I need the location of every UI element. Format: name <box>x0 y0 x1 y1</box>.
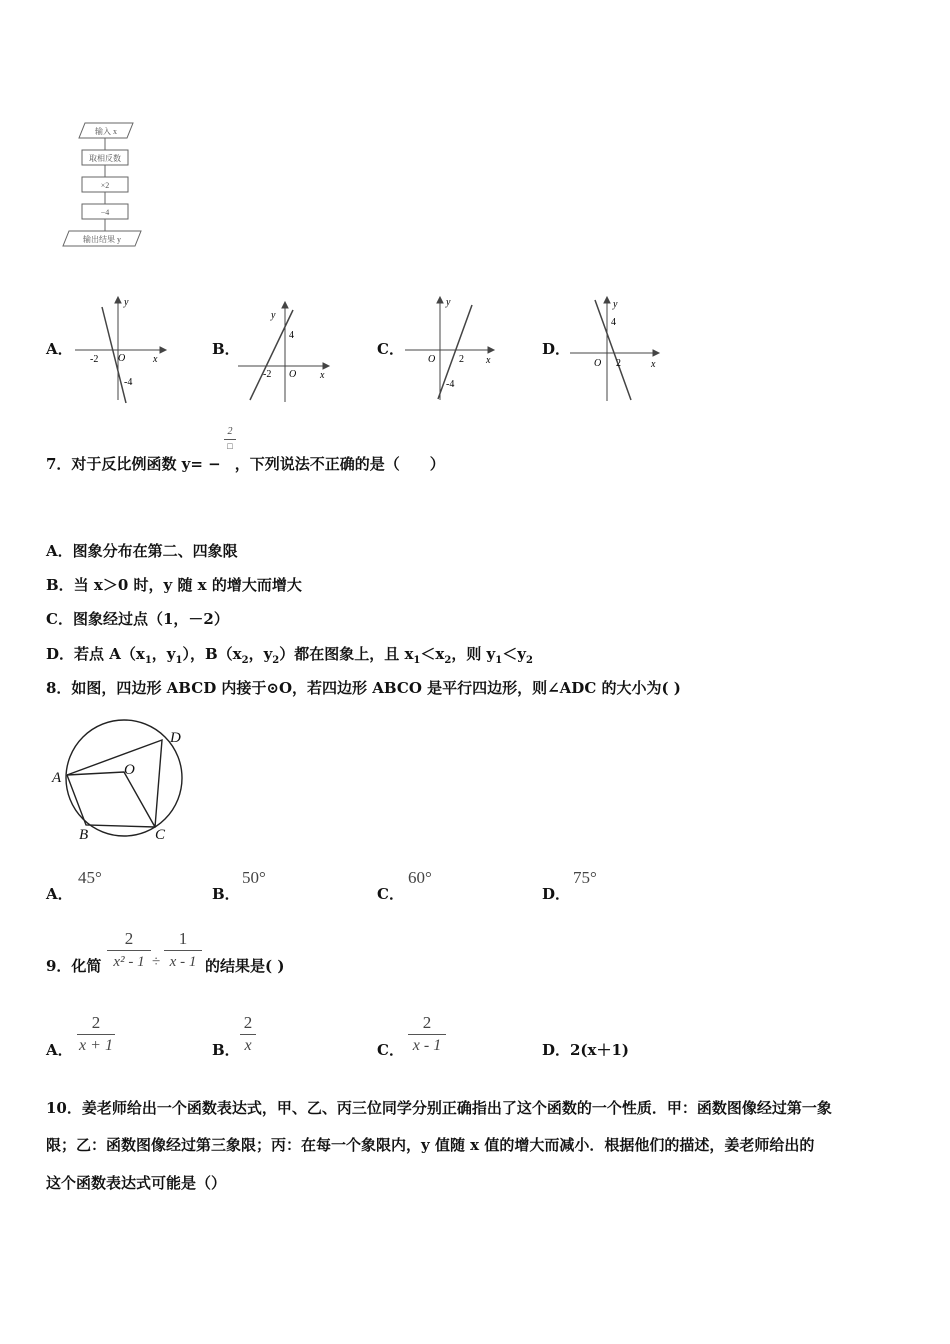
axis-x-label: x <box>153 354 158 365</box>
axis-y-label: y <box>613 299 618 310</box>
tick-label: -4 <box>124 377 133 388</box>
point-label-o: O <box>124 762 135 778</box>
flowchart-step-2: 取相反数 <box>89 154 121 163</box>
axis-y-label: y <box>271 310 276 321</box>
q6-graph-a <box>70 295 170 405</box>
q9-stem-suffix: 的结果是( ) <box>205 957 285 975</box>
tick-label: 2 <box>616 358 621 369</box>
point-label-c: C <box>155 827 166 843</box>
q7-option-c: C．图象经过点（1，－2） <box>46 610 229 628</box>
q8-circle-figure <box>48 718 198 843</box>
q7-frac-num: 2 <box>227 426 233 437</box>
flowchart-step-3: ×2 <box>100 181 110 190</box>
q6-graph-b <box>235 300 335 405</box>
q7-fraction <box>224 426 236 452</box>
q9-option-c-fraction: 2 x - 1 <box>408 1013 446 1056</box>
axis-y-label: y <box>446 297 451 308</box>
q8-option-b-letter: B． <box>212 885 240 903</box>
tick-label: O <box>289 369 297 380</box>
q9-stem-prefix: 9．化简 <box>46 957 102 975</box>
q7-frac-den: □ <box>227 441 233 451</box>
q9-option-b-letter: B． <box>212 1041 240 1059</box>
tick-label: -2 <box>263 369 272 380</box>
tick-label: O <box>594 358 602 369</box>
tick-label: 4 <box>611 317 616 328</box>
axis-x-label: x <box>320 370 325 381</box>
q8-option-a-value: 45° <box>78 868 102 887</box>
q8-stem: 8．如图，四边形 ABCD 内接于⊙O，若四边形 ABCO 是平行四边形，则∠ADC 的大小为( ) <box>46 679 681 697</box>
q9-frac2-num: 1 <box>178 929 188 948</box>
point-label-b: B <box>79 827 89 843</box>
q6-option-b-letter: B． <box>212 340 240 358</box>
q9-option-c-letter: C． <box>377 1041 404 1059</box>
q6-option-c-letter: C． <box>377 340 404 358</box>
q6-graph-d <box>565 295 665 405</box>
q6-option-a-letter: A． <box>46 340 73 358</box>
q7-stem-suffix: ，下列说法不正确的是（ ） <box>234 455 445 473</box>
q7-option-a: A．图象分布在第二、四象限 <box>46 542 238 560</box>
q7-stem-prefix: 7．对于反比例函数 y= − <box>46 455 221 473</box>
tick-label: O <box>428 354 436 365</box>
q8-option-c-letter: C． <box>377 885 404 903</box>
q7-stem <box>46 453 445 474</box>
tick-label: -2 <box>90 354 99 365</box>
q9-option-d-value: 2(x＋1) <box>570 1041 630 1059</box>
tick-label: 2 <box>459 354 464 365</box>
q8-option-d-value: 75° <box>573 868 597 887</box>
q8-option-d-letter: D． <box>542 885 571 903</box>
q9-frac1-num: 2 <box>124 929 134 948</box>
q9-fraction-2 <box>164 929 202 972</box>
q10-line-1: 10．姜老师给出一个函数表达式，甲、乙、丙三位同学分别正确指出了这个函数的一个性质．甲：函数图像经过第一象 <box>46 1099 832 1117</box>
q6-graph-c <box>400 295 500 405</box>
q9-option-a-letter: A． <box>46 1041 73 1059</box>
flowchart <box>55 118 165 253</box>
q9-option-b-fraction: 2 x <box>240 1013 256 1056</box>
q6-option-d-letter: D． <box>542 340 571 358</box>
q9-frac2-den: x - 1 <box>169 954 197 970</box>
q10-line-3: 这个函数表达式可能是（） <box>46 1174 227 1192</box>
q9-frac1-den: x² - 1 <box>113 954 145 970</box>
flowchart-step-5: 输出结果 y <box>83 235 121 244</box>
q9-fraction-1 <box>107 929 151 972</box>
q8-option-c-value: 60° <box>408 868 432 887</box>
tick-label: -4 <box>446 379 455 390</box>
q8-option-a-letter: A． <box>46 885 73 903</box>
q8-option-b-value: 50° <box>242 868 266 887</box>
point-label-a: A <box>52 770 62 786</box>
point-label-d: D <box>170 730 181 746</box>
q9-option-d-letter: D． <box>542 1041 571 1059</box>
tick-label: O <box>118 353 126 364</box>
q10-line-2: 限；乙：函数图像经过第三象限；丙：在每一个象限内，y 值随 x 值的增大而减小．根据他们的描述，姜老师给出的 <box>46 1136 815 1154</box>
flowchart-step-1: 输入 x <box>95 127 117 136</box>
axis-x-label: x <box>486 355 491 366</box>
axis-x-label: x <box>651 359 656 370</box>
q7-option-d: D．若点 $A(x_1$，$y_1$），$B(x_2$，$y_2$）都在图象上，且 $x_1<x_2$，则 $y_1<y_2$ <box>46 645 533 666</box>
q7-option-b: B．当 x＞0 时，y 随 x 的增大而增大 <box>46 576 302 594</box>
tick-label: 4 <box>289 330 294 341</box>
q9-division-sign: ÷ <box>152 954 161 970</box>
q9-option-a-fraction: 2 x + 1 <box>77 1013 115 1056</box>
flowchart-step-4: −4 <box>100 208 110 217</box>
axis-y-label: y <box>124 297 129 308</box>
